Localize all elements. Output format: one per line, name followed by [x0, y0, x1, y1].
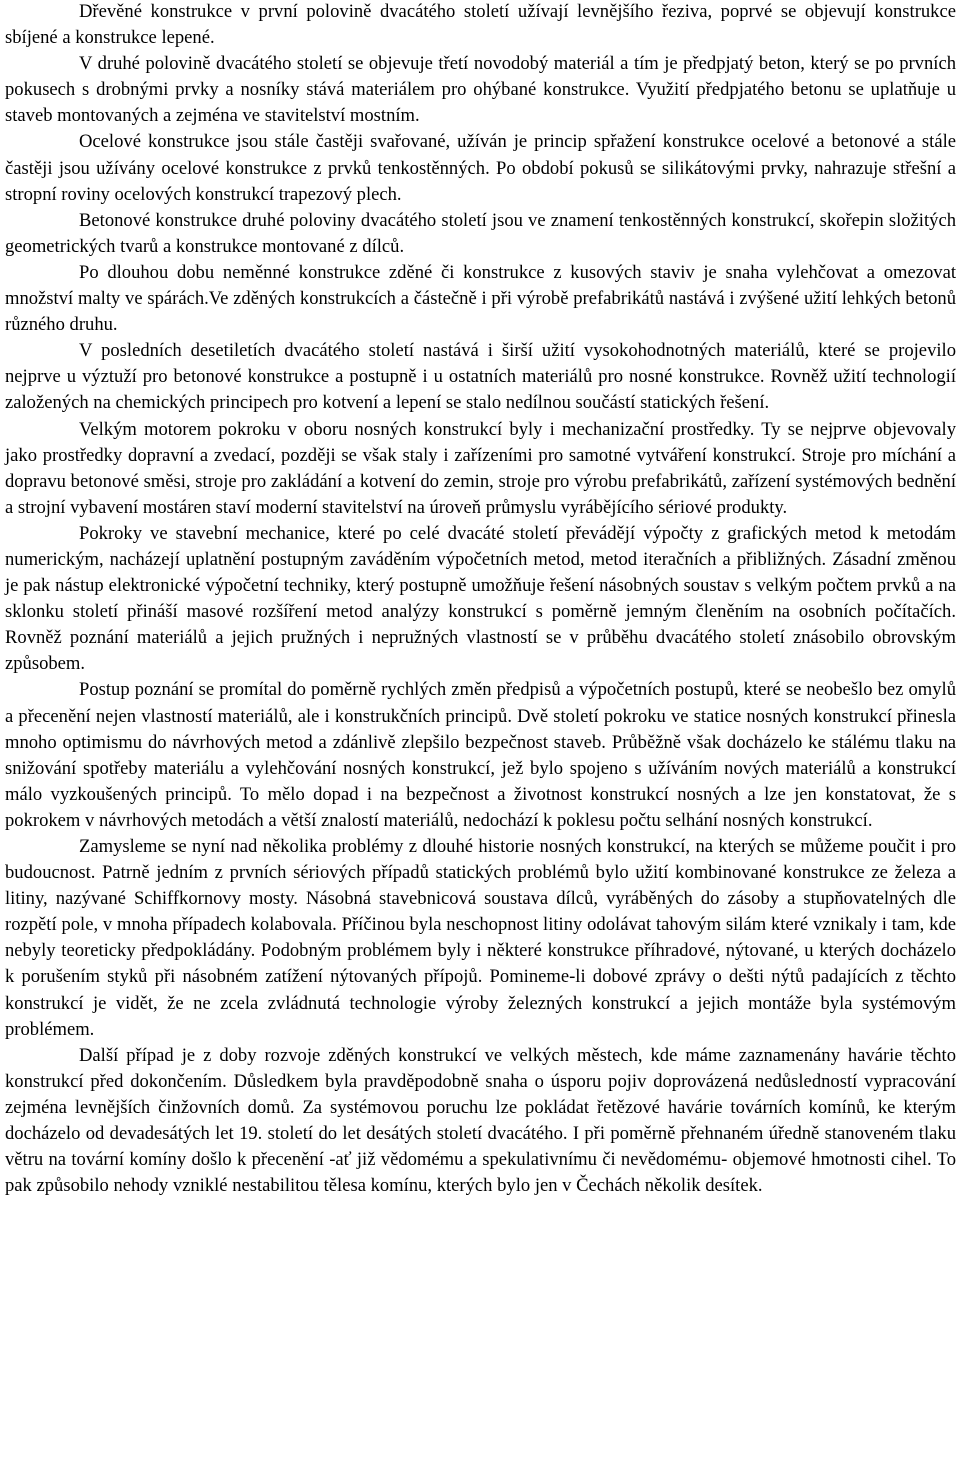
paragraph-knowledge-progress: Postup poznání se promítal do poměrně rychlých změn předpisů a výpočetních postupů, které se neobešlo bez omylů a přecenění nejen vlastností materiálů, ale i konstrukčních principů. Dvě století pokroku ve statice nosných konstrukcí přinesla mnoho optimismu do návrhových metod a zdánlivě zlepšilo bezpečnost staveb. Průběžně však docházelo ke stálému tlaku na snižování spotřeby materiálu a vylehčování nosných konstrukcí, jež bylo spojeno s užíváním nových materiálů a konstrukcí málo vyzkoušených principů. To mělo dopad i na bezpečnost a životnost konstrukcí nosných a lze jen konstatovat, že s pokrokem v návrhových metodách a větší znalostí materiálů, nedochází k poklesu počtu selhání nosných konstrukcí. — [5, 679, 956, 831]
paragraph-masonry-constructions: Po dlouhou dobu neměnné konstrukce zděné či konstrukce z kusových staviv je snaha vylehčovat a omezovat množství malty ve spárách.Ve zděných konstrukcích a částečně i při výrobě prefabrikátů nastává i zvýšené užití lehkých betonů různého druhu. — [5, 261, 956, 336]
paragraph-masonry-failures: Další případ je z doby rozvoje zděných konstrukcí ve velkých městech, kde máme zaznamenány havárie těchto konstrukcí před dokončením. Důsledkem byla pravděpodobně snaha o úsporu pojiv doprovázená nedůsledností vypracování zejména levnějších činžovních domů. Za systémovou poruchu lze pokládat řetězové havárie továrních komínů, ke kterým docházelo od devadesátých let 19. století do let desátých století dvacátého. I při poměrně přehnaném úředně stanoveném tlaku větru na tovární komíny došlo k přecenění -ať již vědomému a spekulativnímu či nevědomému- objemové hmotnosti cihel. To pak způsobilo nehody vzniklé nestabilitou tělesa komínu, kterých bylo jen v Čechách několik desítek. — [5, 1044, 956, 1197]
paragraph-steel-constructions: Ocelové konstrukce jsou stále častěji svařované, užíván je princip spřažení konstrukce ocelové a betonové a stále častěji jsou užívány ocelové konstrukce z prvků tenkostěnných. Po období pokusů se silikátovými prvky, nahrazuje střešní a stropní roviny ocelových konstrukcí trapezový plech. — [5, 131, 956, 205]
paragraph-structural-mechanics: Pokroky ve stavební mechanice, které po celé dvacáté století převádějí výpočty z grafických metod k metodám numerickým, nacházejí uplatnění postupným zaváděním výpočetních metod, metod iteračních a přibližných. Zásadní změnou je pak nástup elektronické výpočetní techniky, který postupně umožňuje řešení násobných soustav s velkým počtem prvků a na sklonku století přináší masové rozšíření metod analýzy konstrukcí s poměrně jemným členěním na osobních počítačích. Rovněž poznání materiálů a jejich pružných i nepružných vlastností se v průběhu dvacátého století znásobilo obrovským způsobem. — [5, 522, 956, 675]
paragraph-concrete-constructions: Betonové konstrukce druhé poloviny dvacátého století jsou ve znamení tenkostěnných konstrukcí, skořepin složitých geometrických tvarů a konstrukce montované z dílců. — [5, 209, 956, 257]
paragraph-mechanization: Velkým motorem pokroku v oboru nosných konstrukcí byly i mechanizační prostředky. Ty se nejprve objevovaly jako prostředky dopravní a zvedací, později se však staly i zařízeními pro samotné vytváření konstrukcí. Stroje pro míchání a dopravu betonové směsi, stroje pro zakládání a kotvení do zemin, stroje pro výrobu prefabrikátů, zařízení systémových bednění a strojní vybavení mostáren staví moderní stavitelství na úroveň průmyslu vyrábějícího sériové produkty. — [5, 418, 956, 518]
paragraph-historical-problems: Zamysleme se nyní nad několika problémy z dlouhé historie nosných konstrukcí, na kterých se můžeme poučit i pro budoucnost. Patrně jedním z prvních sériových případů statických problémů bylo užití kombinované konstrukce ze železa a litiny, nazývané Schiffkornovy mosty. Násobná stavebnicová soustava dílců, vyráběných do zásoby a stupňovatelných dle rozpětí pole, v mnoha případech kolabovala. Příčinou byla neschopnost litiny odolávat tahovým silám které vznikaly i tam, kde nebyly teoreticky předpokládány. Podobným problémem byly i některé konstrukce příhradové, nýtované, u kterých docházelo k porušením styků při násobném zatížení nýtovaných přípojů. Pomineme-li dobové zprávy o dešti nýtů padajících z těchto konstrukcí je vidět, že ne zcela zvládnutá technologie výroby železných konstrukcí a jejich montáže byla systémovým problémem. — [5, 836, 956, 1040]
paragraph-wood-constructions: Dřevěné konstrukce v první polovině dvacátého století užívají levnějšího řeziva, poprvé se objevují konstrukce sbíjené a konstrukce lepené. — [5, 1, 956, 49]
paragraph-high-performance-materials: V posledních desetiletích dvacátého století nastává i širší užití vysokohodnotných materiálů, které se projevilo nejprve u výztuží pro betonové konstrukce a postupně i u ostatních materiálů pro nosné konstrukce. Rovněž užití technologií založených na chemických principech pro kotvení a lepení se stalo nedílnou součástí statických řešení. — [5, 340, 956, 414]
paragraph-prestressed-concrete: V druhé polovině dvacátého století se objevuje třetí novodobý materiál a tím je předpjatý beton, který se po prvních pokusech s drobnými prvky a nosníky stává materiálem pro ohýbané konstrukce. Využití předpjatého betonu se uplatňuje u staveb montovaných a zejména ve stavitelství mostním. — [5, 53, 956, 127]
